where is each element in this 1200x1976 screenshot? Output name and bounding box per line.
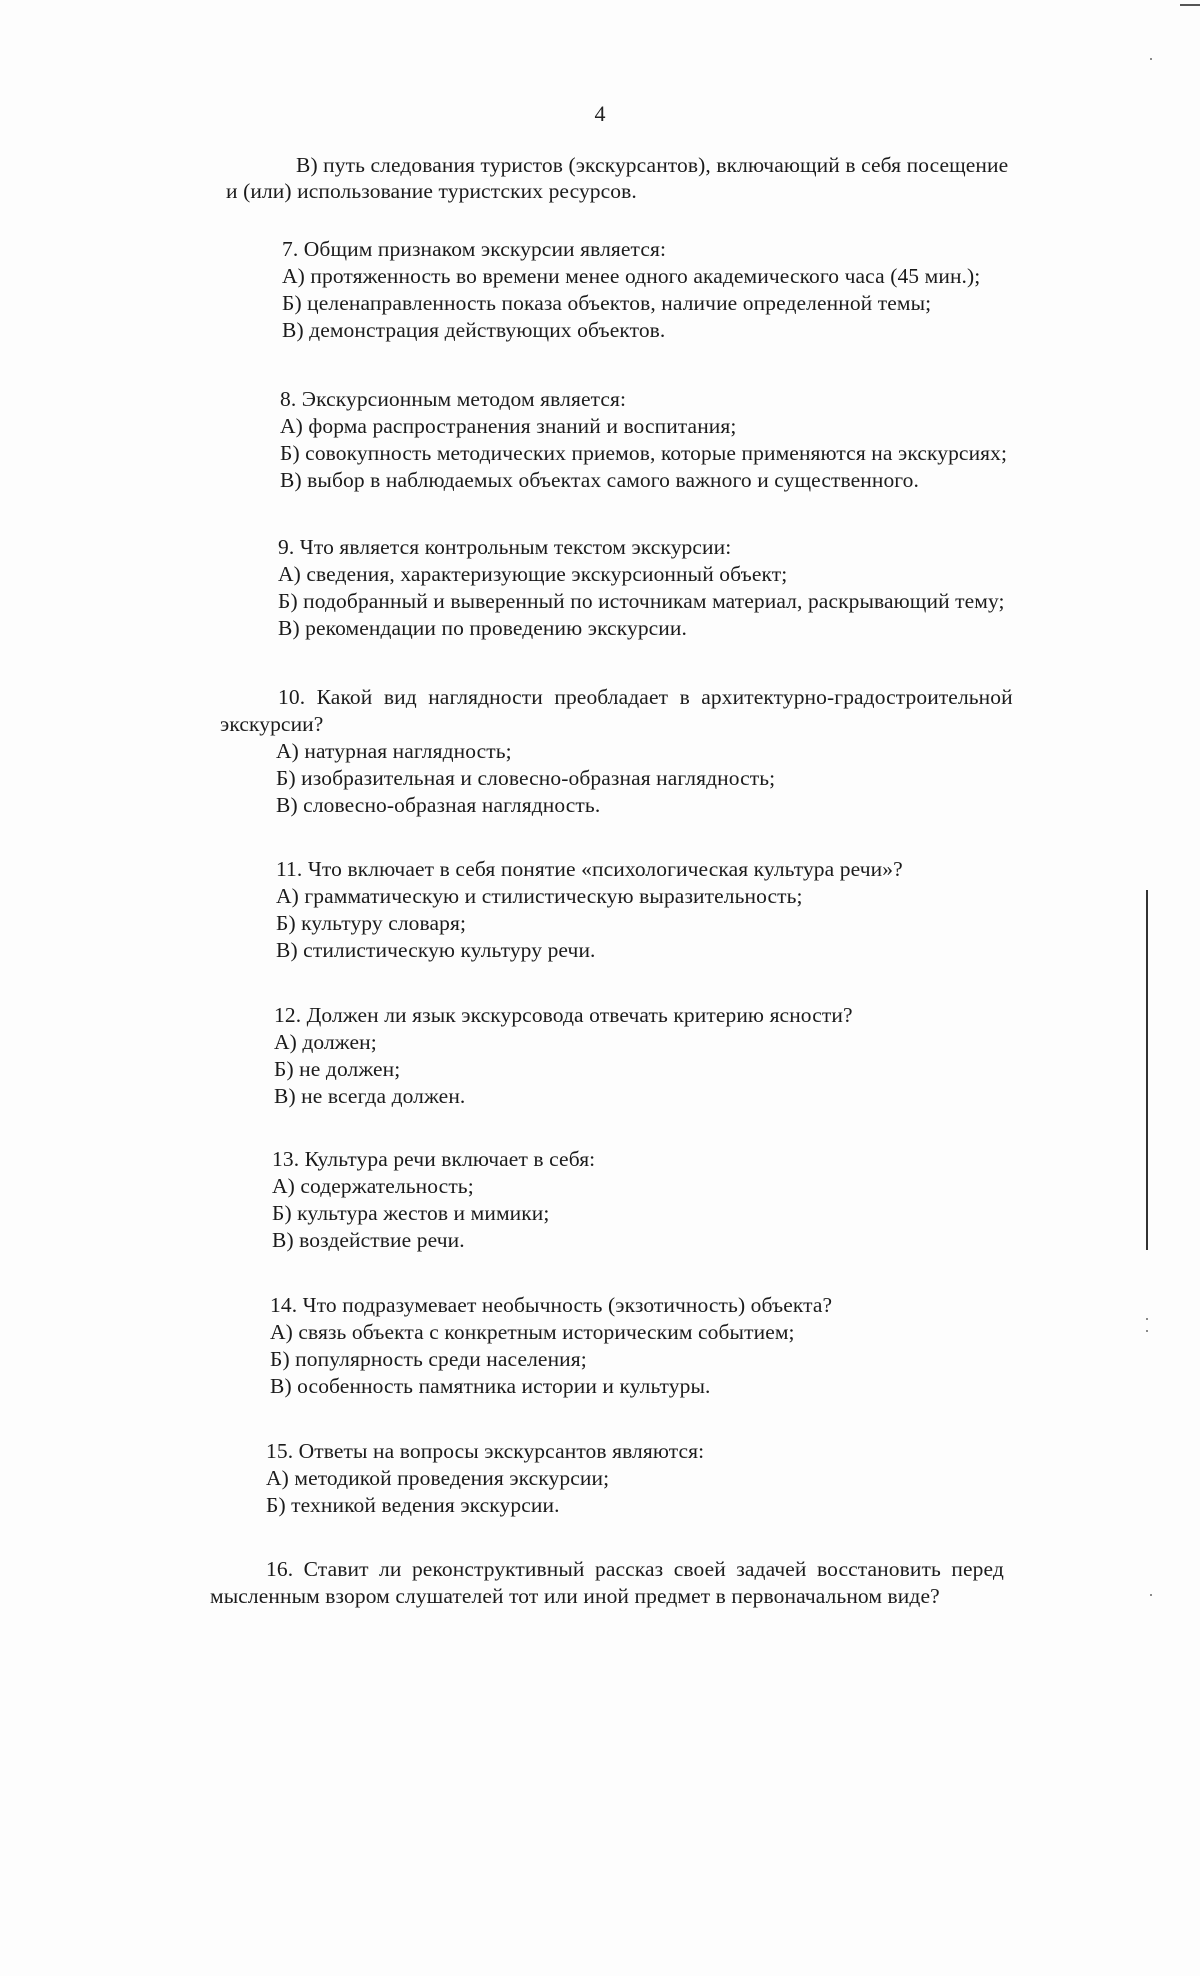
question-prompt: 11. Что включает в себя понятие «психологическая культура речи»? bbox=[276, 857, 903, 881]
question-prompt: 13. Культура речи включает в себя: bbox=[272, 1147, 596, 1171]
scan-margin-line bbox=[1146, 890, 1148, 1250]
question-prompt-line-1: 16. Ставит ли реконструктивный рассказ своей задачей восстановить перед bbox=[266, 1557, 1004, 1581]
answer-option: В) рекомендации по проведению экскурсии. bbox=[278, 616, 687, 640]
question-7 bbox=[282, 236, 980, 344]
answer-option: А) сведения, характеризующие экскурсионный объект; bbox=[278, 562, 788, 586]
question-14 bbox=[270, 1292, 832, 1400]
question-10-options bbox=[276, 738, 775, 819]
intro-continuation-2 bbox=[226, 178, 637, 205]
question-15 bbox=[266, 1438, 704, 1519]
answer-option: А) содержательность; bbox=[272, 1174, 474, 1198]
question-10-continued bbox=[220, 711, 323, 738]
question-prompt-line-1: 10. Какой вид наглядности преобладает в архитектурно-градостроительной bbox=[278, 685, 1013, 709]
answer-option: Б) техникой ведения экскурсии. bbox=[266, 1493, 560, 1517]
answer-option: Б) целенаправленность показа объектов, наличие определенной темы; bbox=[282, 291, 932, 315]
question-16-continued bbox=[210, 1583, 940, 1610]
answer-option: Б) изобразительная и словесно-образная наглядность; bbox=[276, 766, 776, 790]
answer-option: Б) не должен; bbox=[274, 1057, 401, 1081]
answer-option: А) связь объекта с конкретным историческим событием; bbox=[270, 1320, 795, 1344]
answer-option: А) должен; bbox=[274, 1030, 377, 1054]
answer-option: Б) популярность среди населения; bbox=[270, 1347, 587, 1371]
question-10 bbox=[278, 684, 1116, 711]
answer-option: Б) культура жестов и мимики; bbox=[272, 1201, 550, 1225]
answer-option: В) не всегда должен. bbox=[274, 1084, 466, 1108]
answer-option: В) стилистическую культуру речи. bbox=[276, 938, 596, 962]
question-12 bbox=[274, 1002, 853, 1110]
intro-continuation bbox=[296, 152, 1126, 179]
scan-edge-mark bbox=[1180, 4, 1200, 6]
question-8 bbox=[280, 386, 1007, 494]
question-9 bbox=[278, 534, 1005, 642]
page-number: 4 bbox=[594, 101, 606, 126]
answer-option: В) словесно-образная наглядность. bbox=[276, 793, 601, 817]
answer-option: А) методикой проведения экскурсии; bbox=[266, 1466, 610, 1490]
intro-line-1: В) путь следования туристов (экскурсантов), включающий в себя посещение bbox=[296, 153, 1009, 177]
answer-option: В) особенность памятника истории и культуры. bbox=[270, 1374, 711, 1398]
answer-option: А) натурная наглядность; bbox=[276, 739, 512, 763]
answer-option: Б) совокупность методических приемов, которые применяются на экскурсиях; bbox=[280, 441, 1008, 465]
intro-line-2: и (или) использование туристских ресурсов. bbox=[226, 179, 637, 203]
answer-option: А) грамматическую и стилистическую выразительность; bbox=[276, 884, 803, 908]
question-prompt-line-2: экскурсии? bbox=[220, 712, 324, 736]
answer-option: В) воздействие речи. bbox=[272, 1228, 465, 1252]
question-prompt: 9. Что является контрольным текстом экскурсии: bbox=[278, 535, 732, 559]
scan-speck bbox=[1146, 1318, 1148, 1320]
question-16 bbox=[266, 1556, 1004, 1583]
question-prompt: 15. Ответы на вопросы экскурсантов являются: bbox=[266, 1439, 705, 1463]
answer-option: Б) подобранный и выверенный по источникам материал, раскрывающий тему; bbox=[278, 589, 1005, 613]
question-11 bbox=[276, 856, 903, 964]
answer-option: А) протяженность во времени менее одного академического часа (45 мин.); bbox=[282, 264, 981, 288]
question-13 bbox=[272, 1146, 595, 1254]
answer-option: Б) культуру словаря; bbox=[276, 911, 467, 935]
question-prompt: 8. Экскурсионным методом является: bbox=[280, 387, 627, 411]
answer-option: А) форма распространения знаний и воспитания; bbox=[280, 414, 737, 438]
answer-option: В) выбор в наблюдаемых объектах самого важного и существенного. bbox=[280, 468, 920, 492]
answer-option: В) демонстрация действующих объектов. bbox=[282, 318, 666, 342]
scan-speck bbox=[1150, 58, 1152, 60]
scan-speck bbox=[1146, 1330, 1148, 1332]
question-prompt-line-2: мысленным взором слушателей тот или иной предмет в первоначальном виде? bbox=[210, 1584, 940, 1608]
question-prompt: 12. Должен ли язык экскурсовода отвечать критерию ясности? bbox=[274, 1003, 853, 1027]
question-prompt: 14. Что подразумевает необычность (экзотичность) объекта? bbox=[270, 1293, 833, 1317]
scan-speck bbox=[1150, 1594, 1152, 1596]
question-prompt: 7. Общим признаком экскурсии является: bbox=[282, 237, 667, 261]
